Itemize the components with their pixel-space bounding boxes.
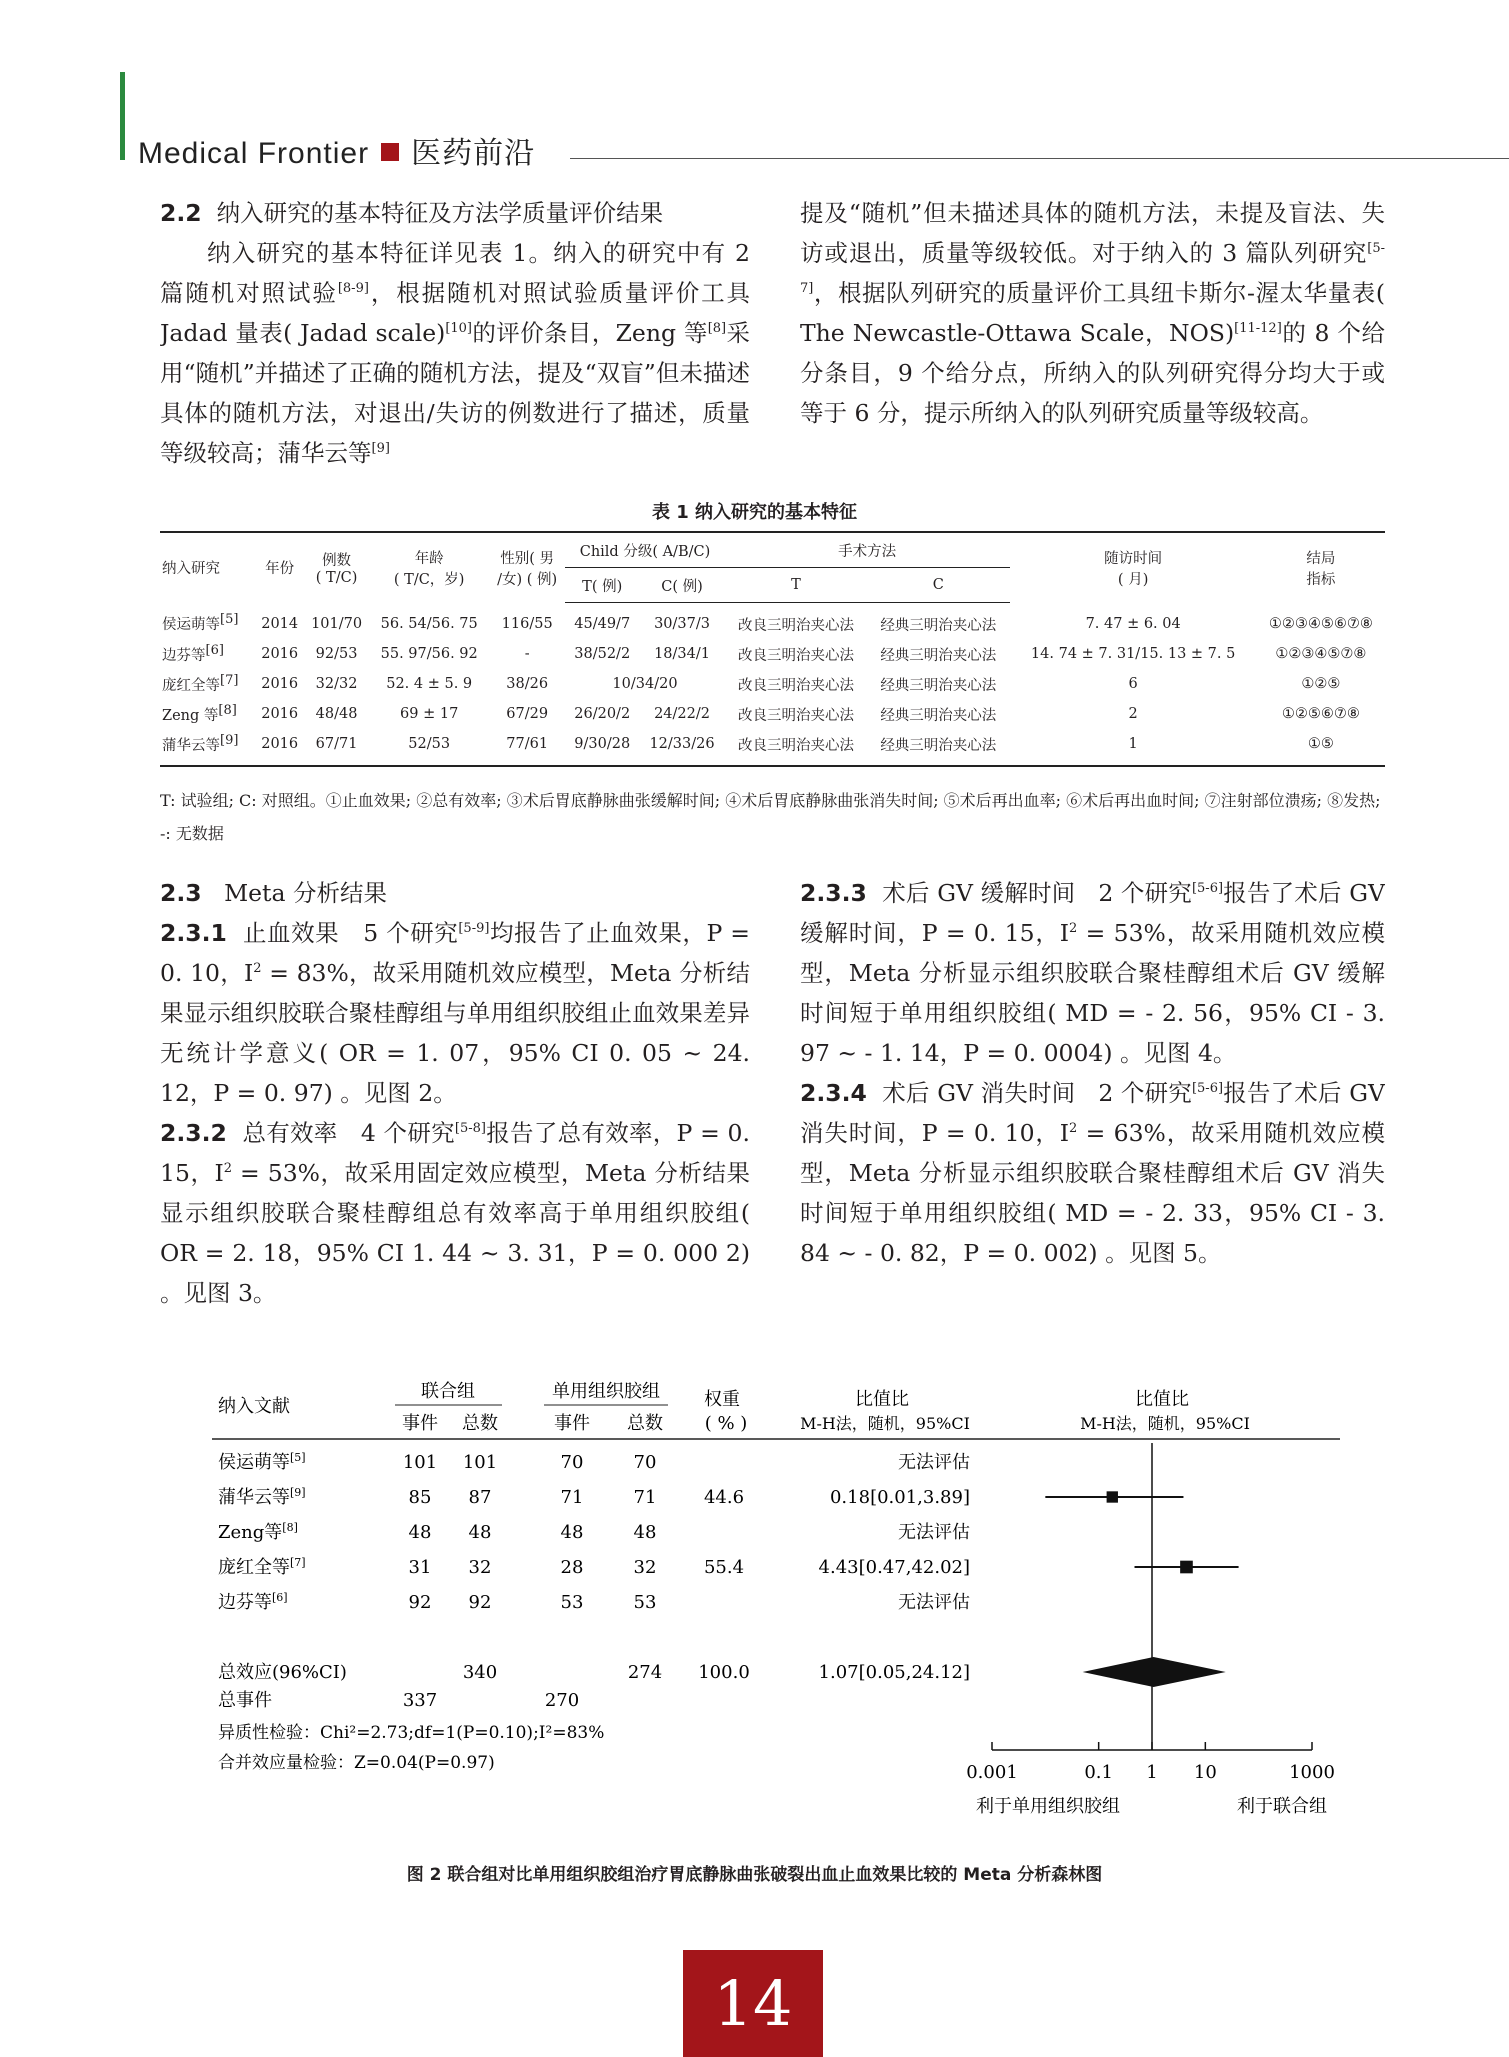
fp-study-name: 侯运萌等[5] [218, 1451, 306, 1473]
fp-total-label-text: 总效应(96%CI) [218, 1662, 347, 1683]
cell-year: 2014 [261, 615, 299, 632]
cell-child-t: 9/30/28 [565, 729, 639, 766]
subsection-title: 术后 GV 消失时间 [882, 1079, 1076, 1107]
cell-child-c: 30/37/3 [654, 616, 710, 632]
th-year: 年份 [255, 532, 304, 603]
cell-year: 2016 [255, 729, 304, 766]
cell-child-c: 12/33/26 [639, 729, 725, 766]
th-outcome [1257, 532, 1385, 603]
fp-heterogeneity: 异质性检验：Chi²=2.73;df=1(P=0.10);I²=83% [218, 1723, 605, 1743]
subsection-number: 2.3.4 [800, 1079, 867, 1107]
text-run: = 53%，故采用随机效应模型，Meta 分析显示组织胶联合聚桂醇组术后 GV 缓解时间短于单用组织胶组( MD = - 2. 56，95% CI - 3. 97 ~ - 1. 14，P = 0. 0004) 。见图 4。 [800, 919, 1385, 1067]
th-age-label: 年龄 [414, 550, 444, 567]
cell-study: Zeng 等[8] [162, 702, 237, 724]
cell-cases: 48/48 [315, 706, 358, 722]
fp-or-text: 无法评估 [898, 1592, 970, 1613]
superscript: 2 [253, 961, 262, 977]
section-number: 2.3 [160, 879, 202, 907]
citation: [5] [220, 612, 239, 628]
fp-h-single: 单用组织胶组 [552, 1381, 660, 1402]
fp-h-combined: 联合组 [421, 1381, 475, 1402]
fp-h-or-text: 比值比 [855, 1389, 909, 1410]
fp-comb-events: 85 [408, 1487, 432, 1508]
section-2-3-4 [800, 1073, 1385, 1273]
table-row [160, 729, 1385, 766]
citation: [5] [290, 1451, 306, 1464]
fp-h-or-text-method: M-H法，随机，95%CI [800, 1414, 970, 1433]
fp-comb-events: 31 [408, 1557, 432, 1578]
fp-single-events: 71 [560, 1487, 584, 1508]
subsection-title: 止血效果 [242, 919, 340, 947]
th-age [369, 532, 489, 603]
header-square-icon [381, 143, 399, 161]
fp-h-or-plot: 比值比 [1135, 1389, 1189, 1410]
superscript: 2 [223, 1161, 233, 1177]
cell-surgery-t: 改良三明治夹心法 [737, 647, 854, 664]
citation: [5-6] [1191, 1081, 1224, 1097]
citation: [7] [220, 672, 239, 688]
fp-comb-total: 101 [462, 1452, 498, 1473]
fp-events-comb: 337 [402, 1690, 438, 1711]
text-run: 纳入研究的基本特征详见表 1。纳入的研究中有 2 篇随机对照试验 [160, 239, 750, 307]
fp-x-tick-label: 0.001 [966, 1762, 1018, 1783]
th-outcome-unit: 指标 [1306, 571, 1336, 588]
section-2-2-body-cont [800, 193, 1385, 433]
cell-age: 56. 54/56. 75 [380, 615, 478, 632]
cell-followup: 2 [1128, 706, 1138, 722]
cell-sex: 116/55 [501, 615, 553, 632]
citation: [8] [282, 1521, 298, 1534]
th-sex-unit: /女) ( 例) [497, 571, 558, 588]
fp-x-tick-label: 1000 [1289, 1762, 1335, 1783]
section-2-2-body [160, 233, 750, 473]
fp-or-text: 无法评估 [898, 1452, 970, 1473]
citation: [5-9] [458, 921, 490, 937]
section-2-3-3 [800, 873, 1385, 1073]
citation: [8-9] [337, 281, 369, 297]
th-followup [1010, 532, 1257, 603]
fp-weight: 55.4 [703, 1557, 745, 1578]
section-title: Meta 分析结果 [224, 879, 387, 907]
fp-comb-events: 101 [402, 1452, 438, 1473]
text-run: 报告了总有效率，P = 0. 15，I [160, 1119, 750, 1187]
page-number: 14 [683, 1950, 823, 2057]
th-cases [304, 532, 369, 603]
forest-plot-header [212, 1381, 1340, 1439]
fp-h-weight: 权重 [704, 1389, 740, 1410]
cell-outcome: ①②③④⑤⑦⑧ [1275, 646, 1367, 662]
text-run: 4 个研究 [360, 1119, 455, 1147]
cell-age: 55. 97/56. 92 [380, 646, 478, 662]
fp-x-tick-label: 0.1 [1084, 1762, 1113, 1783]
fp-single-events: 53 [560, 1592, 584, 1613]
text-run: 的评价条目，Zeng 等 [472, 319, 708, 347]
citation: [11-12] [1234, 321, 1282, 337]
fp-favours-left: 利于单用组织胶组 [976, 1796, 1120, 1817]
figure-2-caption: 图 2 联合组对比单用组织胶组治疗胃底静脉曲张破裂出血止血效果比较的 Meta 分析森林图 [406, 1865, 1103, 1885]
text-run: ，根据队列研究的质量评价工具纽卡斯尔-渥太华量表( The Newcastle-Ottawa Scale，NOS) [800, 279, 1385, 347]
citation: [8] [707, 321, 727, 337]
table-row [160, 603, 1385, 640]
forest-plot [0, 1355, 1509, 1835]
text-run: 均报告了止血效果，P = 0. 10，I [160, 919, 750, 987]
fp-comb-events: 48 [408, 1522, 432, 1543]
cell-child-t: 45/49/7 [574, 616, 631, 632]
fp-comb-events: 92 [408, 1592, 432, 1613]
fp-single-total: 48 [633, 1522, 657, 1543]
superscript: 2 [1069, 921, 1078, 937]
text-run: 采用“随机”并描述了正确的随机方法，提及“双盲”但未描述具体的随机方法，对退出/失访的例数进行了描述，质量等级较高；蒲华云等 [160, 319, 750, 467]
text-run: 的 8 个给分条目，9 个给分点，所纳入的队列研究得分均大于或等于 6 分，提示所纳入的队列研究质量等级较高。 [800, 319, 1385, 427]
fp-favours-right: 利于联合组 [1237, 1796, 1327, 1817]
section-title: 纳入研究的基本特征及方法学质量评价结果 [216, 199, 664, 227]
citation: [5-6] [1191, 881, 1224, 897]
cell-study: 边芬等[6] [162, 642, 224, 664]
cell-child-t: 38/52/2 [574, 646, 631, 662]
text-run: 报告了术后 GV 消失时间，P = 0. 10，I [800, 1079, 1385, 1147]
cell-child-c: 24/22/2 [654, 706, 710, 722]
section-2-3-right-column [800, 873, 1385, 1273]
fp-h-weight-unit: ( % ) [704, 1413, 748, 1434]
cell-surgery-t: 改良三明治夹心法 [737, 677, 854, 694]
text-run: 2 个研究 [1098, 879, 1192, 907]
cell-child-merged: 10/34/20 [612, 676, 678, 692]
th-sex [489, 532, 565, 603]
header-english: Medical Frontier [138, 137, 370, 170]
th-followup-label: 随访时间 [1104, 550, 1163, 567]
cell-cases: 92/53 [315, 646, 358, 662]
fp-or-text: 0.18[0.01,3.89] [829, 1487, 970, 1508]
text-run: 5 个研究 [363, 919, 459, 947]
fp-study-name: 庞红全等[7] [218, 1556, 306, 1578]
text-run: ，根据随机对照试验质量评价工具 Jadad 量表( Jadad scale) [160, 279, 750, 347]
citation: [10] [445, 321, 472, 337]
citation: [9] [220, 732, 239, 748]
cell-year: 2016 [261, 646, 299, 662]
cell-surgery-c: 经典三明治夹心法 [880, 617, 997, 634]
text-run: = 83%，故采用随机效应模型，Meta 分析结果显示组织胶联合聚桂醇组与单用组织胶组止血效果差异无统计学意义( OR = 1. 07，95% CI 0. 05 ~ 24. 12，P = 0. 97) 。见图 2。 [160, 959, 750, 1107]
cell-surgery-c: 经典三明治夹心法 [880, 677, 997, 694]
fp-h-study: 纳入文献 [218, 1396, 290, 1417]
cell-followup: 7. 47 ± 6. 04 [1085, 615, 1181, 632]
subsection-number: 2.3.2 [160, 1119, 227, 1147]
citation: [5-7] [800, 241, 1385, 297]
fp-comb-total: 32 [468, 1557, 492, 1578]
fp-single-total: 53 [633, 1592, 657, 1613]
fp-comb-total: 92 [468, 1592, 492, 1613]
subsection-number: 2.3.1 [160, 919, 227, 947]
section-2-3-left-column [160, 873, 750, 1323]
running-header [138, 128, 535, 172]
table-row [160, 669, 1385, 699]
subsection-number: 2.3.3 [800, 879, 867, 907]
cell-year: 2016 [261, 676, 299, 692]
cell-surgery-t: 改良三明治夹心法 [737, 707, 854, 724]
cell-year: 2016 [261, 706, 299, 722]
fp-or-text: 无法评估 [898, 1522, 970, 1543]
th-followup-unit: ( 月) [1117, 571, 1149, 588]
fp-or-text: 4.43[0.47,42.02] [818, 1557, 970, 1578]
fp-x-tick-label: 10 [1193, 1762, 1217, 1783]
superscript: 2 [1069, 1121, 1078, 1137]
table-1-note: T: 试验组; C: 对照组。①止血效果; ②总有效率; ③术后胃底静脉曲张缓解时间; ④术后胃底静脉曲张消失时间; ⑤术后再出血率; ⑥术后再出血时间; ⑦注射部位溃疡; ⑧发热; -: 无数据 [160, 791, 1381, 843]
table-1 [160, 531, 1385, 767]
forest-plot-rows [218, 1451, 970, 1613]
cell-followup: 1 [1010, 729, 1257, 766]
section-number: 2.2 [160, 199, 202, 227]
fp-total-comb: 340 [462, 1662, 498, 1683]
header-chinese: 医药前沿 [411, 137, 536, 170]
cell-child-c: 18/34/1 [654, 646, 710, 662]
table-row [160, 699, 1385, 729]
subsection-title: 总有效率 [242, 1119, 338, 1147]
section-2-2-left-column [160, 193, 750, 473]
citation: [6] [205, 642, 224, 658]
cell-study: 蒲华云等[9] [160, 729, 255, 766]
section-2-3-heading [160, 873, 750, 913]
cell-surgery-c: 经典三明治夹心法 [880, 647, 997, 664]
cell-surgery-c: 经典三明治夹心法 [880, 707, 997, 724]
th-child-t: T( 例) [565, 568, 639, 603]
text-run: = 63%，故采用随机效应模型，Meta 分析显示组织胶联合聚桂醇组术后 GV 消失时间短于单用组织胶组( MD = - 2. 33，95% CI - 3. 84 ~ - 0. 82，P = 0. 002) 。见图 5。 [800, 1119, 1385, 1267]
th-study: 纳入研究 [160, 532, 255, 603]
citation: [5-8] [454, 1121, 486, 1137]
citation: [8] [218, 702, 237, 718]
text-run: = 53%，故采用固定效应模型，Meta 分析结果显示组织胶联合聚桂醇组总有效率高于单用组织胶组( OR = 2. 18，95% CI 1. 44 ~ 3. 31，P = 0. 000 2) 。见图 3。 [160, 1159, 750, 1307]
cell-outcome: ①②③④⑤⑥⑦⑧ [1268, 615, 1373, 632]
fp-weight: 44.6 [703, 1487, 745, 1508]
fp-h-comb-total: 总数 [462, 1413, 498, 1434]
text-run: 2 个研究 [1098, 1079, 1192, 1107]
fp-x-tick-label: 1 [1146, 1762, 1158, 1783]
subsection-title: 术后 GV 缓解时间 [882, 879, 1076, 907]
cell-followup: 14. 74 ± 7. 31/15. 13 ± 7. 5 [1030, 646, 1236, 662]
citation: [9] [371, 441, 390, 457]
table-1-body [160, 603, 1385, 767]
fp-events-label: 总事件 [218, 1690, 272, 1711]
cell-surgery-t: 改良三明治夹心法 [737, 617, 854, 634]
fp-comb-total: 48 [468, 1522, 492, 1543]
citation: [9] [290, 1486, 306, 1499]
section-2-2-heading [160, 193, 750, 233]
cell-sex: 38/26 [506, 676, 549, 692]
fp-total-label [218, 1662, 347, 1683]
forest-plot-area [966, 1443, 1335, 1783]
th-sex-label: 性别( 男 [500, 550, 555, 567]
fp-overall-test: 合并效应量检验：Z=0.04(P=0.97) [218, 1753, 495, 1773]
cell-cases: 67/71 [304, 729, 369, 766]
cell-age: 52/53 [369, 729, 489, 766]
th-child-c: C( 例) [639, 568, 725, 603]
cell-outcome: ①②⑤⑥⑦⑧ [1281, 706, 1360, 722]
fp-total-weight: 100.0 [698, 1662, 750, 1683]
cell-sex: - [524, 646, 530, 662]
th-surgery-c: C [867, 568, 1009, 603]
fp-study-name: 边芬等[6] [218, 1591, 288, 1613]
cell-outcome: ①②⑤ [1301, 676, 1341, 692]
th-cases-unit: ( T/C) [315, 570, 358, 587]
section-2-2-right-column [800, 193, 1385, 473]
text-run: 提及“随机”但未描述具体的随机方法，未提及盲法、失访或退出，质量等级较低。对于纳入的 3 篇队列研究 [800, 199, 1385, 267]
cell-study: 庞红全等[7] [162, 672, 239, 694]
cell-sex: 77/61 [489, 729, 565, 766]
cell-study: 侯运萌等[5] [162, 612, 239, 634]
th-surgery-t: T [725, 568, 867, 603]
text-run: 报告了术后 GV 缓解时间，P = 0. 15，I [800, 879, 1385, 947]
cell-age: 69 ± 17 [400, 706, 459, 722]
th-outcome-label: 结局 [1306, 550, 1336, 567]
fp-single-total: 71 [633, 1487, 657, 1508]
fp-study-name: 蒲华云等[9] [218, 1486, 306, 1508]
th-cases-label: 例数 [322, 553, 352, 570]
cell-cases: 32/32 [315, 676, 358, 692]
fp-single-events: 70 [560, 1452, 584, 1473]
fp-single-events: 28 [560, 1557, 584, 1578]
fp-h-or-plot-method: M-H法，随机，95%CI [1080, 1414, 1250, 1433]
fp-point-estimate [1180, 1561, 1193, 1574]
table-1-caption: 表 1 纳入研究的基本特征 [651, 502, 858, 523]
cell-cases: 101/70 [311, 615, 363, 632]
fp-h-comb-events: 事件 [402, 1413, 438, 1434]
cell-surgery-t: 改良三明治夹心法 [725, 729, 867, 766]
fp-total-single: 274 [627, 1662, 663, 1683]
cell-followup: 6 [1128, 676, 1138, 692]
cell-outcome: ①⑤ [1257, 729, 1385, 766]
section-2-3-1 [160, 913, 750, 1113]
fp-total-or: 1.07[0.05,24.12] [818, 1662, 970, 1683]
fp-comb-total: 87 [468, 1487, 492, 1508]
citation: [7] [290, 1556, 306, 1569]
fp-h-single-total: 总数 [627, 1413, 663, 1434]
fp-events-single: 270 [544, 1690, 580, 1711]
cell-sex: 67/29 [506, 706, 549, 722]
fp-point-estimate [1107, 1491, 1118, 1502]
header-rule [570, 158, 1509, 159]
th-surgery: 手术方法 [725, 532, 1010, 568]
fp-single-total: 32 [633, 1557, 657, 1578]
cell-surgery-c: 经典三明治夹心法 [867, 729, 1009, 766]
fp-single-events: 48 [560, 1522, 584, 1543]
fp-overall-diamond [1083, 1657, 1226, 1687]
cell-child-t: 26/20/2 [574, 706, 631, 722]
header-accent-bar [120, 72, 125, 160]
th-child: Child 分级( A/B/C) [565, 532, 725, 568]
section-2-3-2 [160, 1113, 750, 1313]
fp-h-single-events: 事件 [554, 1413, 590, 1434]
fp-study-name: Zeng等[8] [218, 1521, 298, 1543]
citation: [6] [272, 1591, 288, 1604]
th-age-unit: ( T/C，岁) [393, 571, 465, 588]
fp-single-total: 70 [633, 1452, 657, 1473]
table-row [160, 639, 1385, 669]
cell-age: 52. 4 ± 5. 9 [386, 676, 473, 692]
